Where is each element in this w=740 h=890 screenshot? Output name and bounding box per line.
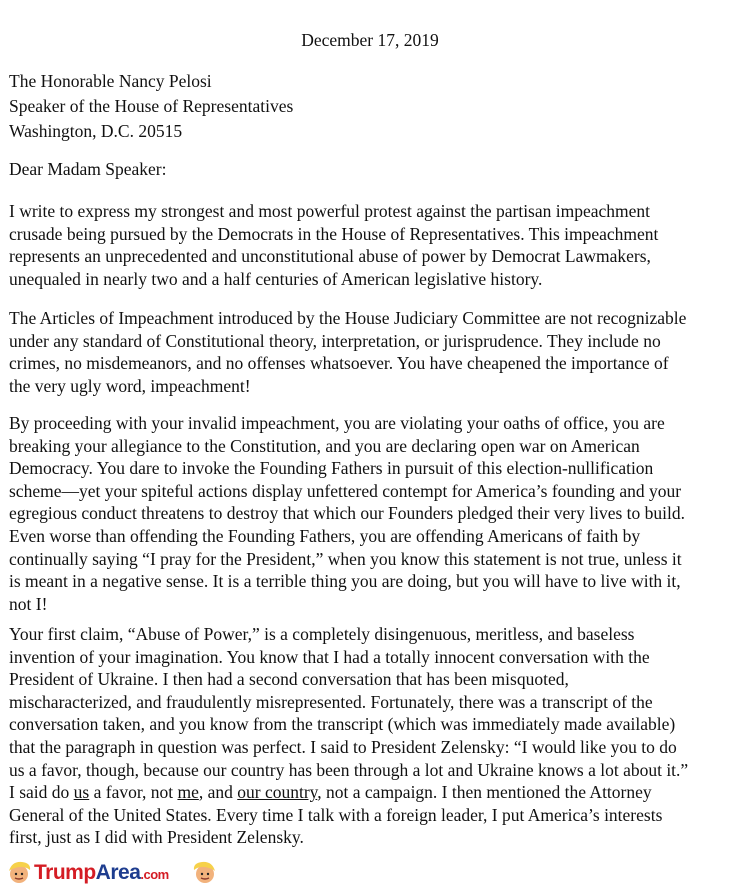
watermark-text <box>34 861 169 885</box>
text-run: I said do <box>9 782 74 803</box>
text-line: is meant in a negative sense. It is a terrible thing you are doing, but you will have to live with it, <box>9 571 681 592</box>
text-line: President of Ukraine. I then had a second conversation that has been misquoted, <box>9 669 569 690</box>
letter-date: December 17, 2019 <box>301 30 439 50</box>
text-line: breaking your allegiance to the Constitution, and you are declaring open war on American <box>9 435 640 456</box>
paragraph-1 <box>9 200 733 290</box>
salutation: Dear Madam Speaker: <box>9 159 167 179</box>
text-line: conversation taken, and you know from the transcript (which was immediately made available) <box>9 714 676 735</box>
watermark-trump: Trump <box>34 861 96 884</box>
trump-face-icon <box>6 859 32 890</box>
text-line: represents an unprecedented and unconstitutional abuse of power by Democrat Lawmakers, <box>9 246 651 267</box>
text-line: the very ugly word, impeachment! <box>9 375 251 396</box>
trump-face-icon <box>192 859 218 890</box>
text-line: By proceeding with your invalid impeachment, you are violating your oaths of office, you are <box>9 413 665 433</box>
trumparea-watermark <box>0 855 740 889</box>
text-line-underlined <box>9 781 733 804</box>
paragraph-4 <box>9 623 733 849</box>
recipient-address <box>9 69 293 144</box>
text-line: Even worse than offending the Founding Fathers, you are offending Americans of faith by <box>9 525 641 546</box>
text-line: unequaled in nearly two and a half centuries of American legislative history. <box>9 268 543 289</box>
text-run: , and <box>198 782 238 803</box>
text-line: The Articles of Impeachment introduced by the House Judiciary Committee are not recognizable <box>9 308 687 328</box>
text-line: mischaracterized, and fraudulently misrepresented. Fortunately, there was a transcript of the <box>9 691 653 712</box>
text-run: a favor, not <box>89 782 178 803</box>
text-line: continually saying “I pray for the President,” when you know this statement is not true, unless it <box>9 548 682 569</box>
text-line: first, just as I did with President Zelensky. <box>9 827 304 848</box>
text-line: crimes, no misdemeanors, and no offenses whatsoever. You have cheapened the importance of <box>9 353 669 374</box>
underlined-us: us <box>73 782 90 803</box>
underlined-our-country: our country <box>237 782 318 803</box>
paragraph-2 <box>9 307 733 397</box>
address-line: Washington, D.C. 20515 <box>9 121 183 141</box>
text-line: Your first claim, “Abuse of Power,” is a completely disingenuous, meritless, and baseless <box>9 624 635 644</box>
text-line: crusade being pursued by the Democrats in the House of Representatives. This impeachment <box>9 223 659 244</box>
text-line: us a favor, though, because our country has been through a lot and Ukraine knows a lot about it.” <box>9 759 689 780</box>
text-run: , not a campaign. I then mentioned the Attorney <box>317 782 652 803</box>
watermark-area: Area <box>95 861 141 884</box>
text-line: under any standard of Constitutional theory, interpretation, or jurisprudence. They include no <box>9 330 661 351</box>
underlined-me: me <box>177 782 199 803</box>
text-line: egregious conduct threatens to destroy that which our Founders pledged their very lives to build. <box>9 503 686 524</box>
paragraph-3 <box>9 412 733 615</box>
text-line: General of the United States. Every time I talk with a foreign leader, I put America’s interests <box>9 804 663 825</box>
watermark-com: .com <box>140 867 169 882</box>
text-line: Democracy. You dare to invoke the Founding Fathers in pursuit of this election-nullification <box>9 458 654 479</box>
text-line: not I! <box>9 593 48 614</box>
address-line: Speaker of the House of Representatives <box>9 96 294 116</box>
text-line: I write to express my strongest and most powerful protest against the partisan impeachment <box>9 201 651 221</box>
text-line: invention of your imagination. You know that I had a totally innocent conversation with the <box>9 646 650 667</box>
address-line: The Honorable Nancy Pelosi <box>9 71 212 91</box>
text-line: that the paragraph in question was perfect. I said to President Zelensky: “I would like you to do <box>9 736 677 757</box>
text-line: scheme—yet your spiteful actions display unfettered contempt for America’s founding and your <box>9 480 682 501</box>
